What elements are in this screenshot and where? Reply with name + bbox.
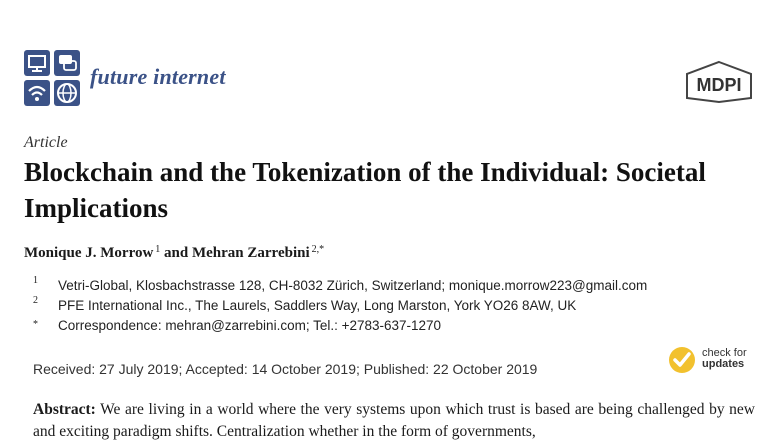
abstract bbox=[33, 399, 755, 443]
author-affiliation-mark: 1 bbox=[155, 244, 161, 255]
author-affiliation-mark: 2,* bbox=[311, 244, 325, 255]
author-name: Monique J. Morrow bbox=[24, 245, 154, 261]
publisher-name: MDPI bbox=[696, 75, 742, 95]
affiliation-text: Vetri-Global, Klosbachstrasse 128, CH-8032 Zürich, Switzerland; monique.morrow223@gmail.com bbox=[58, 278, 648, 293]
article-type: Article bbox=[24, 134, 68, 151]
affiliation-mark: 1 bbox=[33, 275, 38, 286]
updates-badge-line2: updates bbox=[702, 358, 745, 370]
journal-logo-icon bbox=[24, 50, 80, 106]
paper-title: Blockchain and the Tokenization of the Individual: Societal Implications bbox=[24, 157, 706, 223]
affiliation-mark: * bbox=[33, 319, 38, 330]
updates-badge-line1: check for bbox=[702, 347, 747, 359]
abstract-text: We are living in a world where the very systems upon which trust is based are being challenged by new and exciting paradigm shifts. Centralization whether in the form of governments, bbox=[33, 401, 755, 440]
mdpi-logo-icon bbox=[683, 60, 755, 104]
author-name: Mehran Zarrebini bbox=[191, 245, 310, 261]
check-icon bbox=[668, 346, 696, 374]
affiliation-mark: 2 bbox=[33, 295, 38, 306]
author-joiner: and bbox=[164, 245, 189, 261]
affiliation-text: PFE International Inc., The Laurels, Saddlers Way, Long Marston, York YO26 8AW, UK bbox=[58, 298, 577, 313]
journal-name: future internet bbox=[90, 64, 226, 89]
publication-dates: Received: 27 July 2019; Accepted: 14 October 2019; Published: 22 October 2019 bbox=[33, 361, 538, 377]
abstract-label: Abstract: bbox=[33, 401, 96, 418]
check-for-updates-button[interactable] bbox=[668, 344, 764, 378]
author-list bbox=[24, 244, 324, 262]
correspondence-text: Correspondence: mehran@zarrebini.com; Tel.: +2783-637-1270 bbox=[58, 318, 442, 333]
